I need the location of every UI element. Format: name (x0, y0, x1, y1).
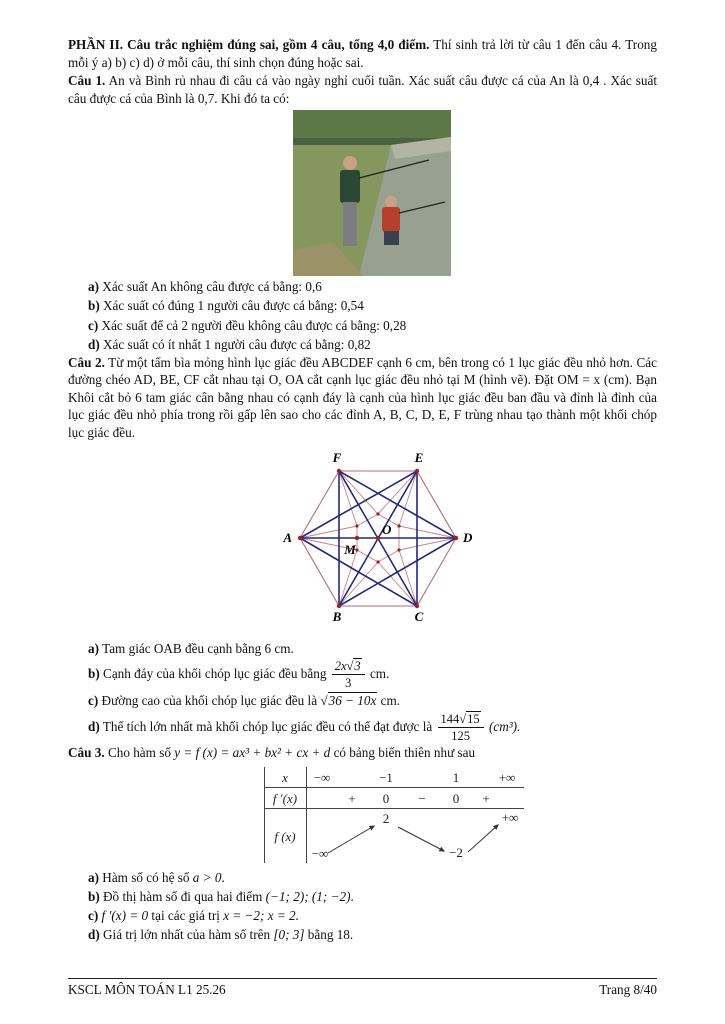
x-value: −∞ (313, 769, 331, 785)
q2-option-d-after: (cm³). (488, 718, 521, 734)
fprime-zero: 0 (382, 790, 390, 806)
q2-option-b (68, 659, 657, 691)
q3-option-c (68, 907, 657, 924)
q2-option-b-before: Cạnh đáy của khối chóp lục giác đều bằng (103, 665, 327, 681)
fraction-d-numerator (438, 712, 484, 728)
fprime-sign: + (482, 790, 490, 806)
q1-option-d-key: d) (88, 336, 100, 352)
hexagon-figure (278, 444, 478, 638)
q3-option-a-text: Hàm số có hệ số (102, 869, 190, 885)
q2-option-c (68, 692, 657, 709)
q2-text: Từ một tấm bìa mỏng hình lục giác đều ABCDEF cạnh 6 cm, bên trong có 1 lục giác đều nhỏ hơn. Các đường chéo AD, BE, CF cắt nhau tại O, OA cắt cạnh lục giác đều nhỏ tại M (hình vẽ). Đặt OM = x (cm). Bạn Khôi cắt bỏ 6 tam giác cân bằng nhau có cạnh đáy là cạnh của hình lục giác đều ban đầu và đỉnh là đỉnh của lục giác đều nhỏ phía trong rồi gấp lên sao cho các đỉnh A, B, C, D, E, F trùng nhau tạo thành một khối chóp lục giác đều. (68, 354, 657, 440)
q2-option-a (68, 640, 657, 657)
fishing-photo (293, 110, 451, 276)
q1-option-c (68, 317, 657, 334)
q1-option-b-key: b) (88, 298, 100, 314)
question-3 (68, 744, 657, 762)
q1-option-a-key: a) (88, 279, 99, 295)
question-1 (68, 72, 657, 107)
fprime-label: f ′(x) (272, 790, 298, 806)
variation-arrows (328, 825, 498, 853)
fraction-b-numerator (332, 659, 365, 675)
table-grid (264, 767, 524, 863)
fraction-b (330, 659, 367, 691)
q1-option-d (68, 336, 657, 353)
q2-option-b-key: b) (88, 665, 100, 681)
q2-option-a-key: a) (88, 640, 99, 656)
q3-option-d (68, 926, 657, 943)
f-start: −∞ (311, 845, 329, 861)
variation-table (264, 767, 524, 863)
fprime-sign: + (348, 790, 356, 806)
q1-option-b-text: Xác suất có đúng 1 người câu được cá bằng: 0,54 (103, 298, 364, 314)
part2-header (68, 36, 657, 71)
sqrt-radicand: 36 − 10x (328, 693, 377, 709)
question-2 (68, 354, 657, 442)
q2-option-a-text: Tam giác OAB đều cạnh bằng 6 cm. (102, 640, 294, 656)
table-row-fprime (273, 791, 490, 806)
q1-label: Câu 1. (68, 73, 106, 89)
photo-field (293, 110, 451, 142)
q3-option-c-key: c) (88, 908, 99, 924)
label-E: E (414, 449, 423, 465)
q1-option-d-text: Xác suất có ít nhất 1 người câu được cá bằng: 0,82 (103, 336, 371, 352)
x-value: −1 (379, 769, 393, 785)
sqrt-sign (459, 711, 480, 726)
q1-option-b (68, 297, 657, 314)
q1-text: An và Bình rủ nhau đi câu cá vào ngày nghỉ cuối tuần. Xác suất câu được cá của An là 0,4 . Xác suất câu được cá của Bình là 0,7. Khi đó ta có: (68, 73, 657, 106)
q3-option-d-key: d) (88, 927, 100, 943)
label-A: A (282, 529, 292, 545)
label-M: M (343, 541, 356, 557)
part2-title: PHẦN II. Câu trắc nghiệm đúng sai, gồm 4 câu, tổng 4,0 điểm. (68, 37, 430, 52)
q3-before: Cho hàm số (107, 745, 171, 761)
q2-option-c-after: cm. (380, 693, 401, 709)
q3-option-d-text: Giá trị lớn nhất của hàm số trên (103, 927, 271, 943)
table-row-x (281, 770, 515, 785)
q3-variation-table (264, 767, 657, 863)
fraction-d-coef: 144 (440, 711, 460, 726)
label-C: C (414, 608, 423, 624)
q3-option-b-text: Đồ thị hàm số đi qua hai điểm (103, 889, 263, 905)
label-B: B (332, 608, 341, 624)
q2-option-b-after: cm. (369, 665, 390, 681)
fraction-b-denominator: 3 (345, 676, 352, 691)
q2-option-d-key: d) (88, 718, 100, 734)
q1-option-a (68, 278, 657, 295)
q3-option-b-key: b) (88, 889, 100, 905)
q1-figure (293, 110, 657, 276)
fraction-b-radicand: 3 (354, 658, 361, 673)
q2-option-c-key: c) (88, 693, 99, 709)
footer-exam-code: KSCL MÔN TOÁN L1 25.26 (68, 982, 226, 998)
f-min: −2 (449, 844, 463, 860)
q3-option-c-math: f ′(x) = 0 (101, 908, 149, 924)
table-row-f (274, 810, 518, 861)
q2-option-c-before: Đường cao của khối chóp lục giác đều là (101, 693, 318, 709)
q3-option-b-math: (−1; 2); (1; −2) (265, 889, 351, 905)
q3-option-c-text: tại các giá trị (151, 908, 220, 924)
q3-option-d-after: bằng 18. (307, 927, 354, 943)
fprime-zero: 0 (452, 790, 460, 806)
sqrt-sign (347, 658, 362, 673)
fraction-d-denominator: 125 (451, 728, 470, 743)
fraction-d (436, 712, 486, 744)
fraction-d-radicand: 15 (467, 711, 480, 726)
f-max: 2 (382, 810, 390, 826)
q2-option-d-before: Thể tích lớn nhất mà khối chóp lục giác đều có thể đạt được là (102, 718, 433, 734)
q3-option-d-math: [0; 3] (273, 927, 305, 943)
q2-option-d (68, 712, 657, 744)
label-D: D (462, 529, 472, 545)
x-value: 1 (452, 769, 460, 785)
label-O: O (381, 521, 391, 537)
q3-after: có bảng biến thiên như sau (333, 745, 476, 761)
q3-label: Câu 3. (68, 745, 105, 761)
q3-formula: y = f (x) = ax³ + bx² + cx + d (174, 745, 331, 761)
label-F: F (332, 449, 341, 465)
q3-option-c-math2: x = −2; x = 2. (223, 908, 299, 924)
q1-option-c-text: Xác suất để cả 2 người đều không câu được cá bằng: 0,28 (101, 317, 407, 333)
x-label: x (282, 769, 288, 785)
q2-figure (68, 444, 657, 638)
q3-option-b (68, 888, 657, 905)
q3-option-b-after: . (350, 889, 354, 905)
q3-option-a-key: a) (88, 869, 99, 885)
q1-option-c-key: c) (88, 317, 99, 333)
footer-page-number: Trang 8/40 (599, 982, 657, 998)
q3-option-a-after: . (221, 869, 225, 885)
f-label: f (x) (274, 828, 296, 844)
fraction-b-coef: 2x (334, 658, 347, 673)
q3-option-a (68, 869, 657, 886)
x-value: +∞ (498, 769, 516, 785)
part2-desc: Thí sinh trả lời từ câu 1 đến câu 4. Trong mỗi ý a) b) c) d) ở mỗi câu, thí sinh chọn đúng hoặc sai. (68, 37, 657, 70)
page-footer (68, 978, 657, 998)
q1-option-a-text: Xác suất An không câu được cá bằng: 0,6 (102, 279, 322, 295)
fprime-sign: − (418, 790, 426, 806)
q2-label: Câu 2. (68, 354, 105, 370)
sqrt-expression (320, 692, 377, 708)
f-end: +∞ (501, 809, 519, 825)
q3-option-a-math: a > 0 (192, 869, 222, 885)
